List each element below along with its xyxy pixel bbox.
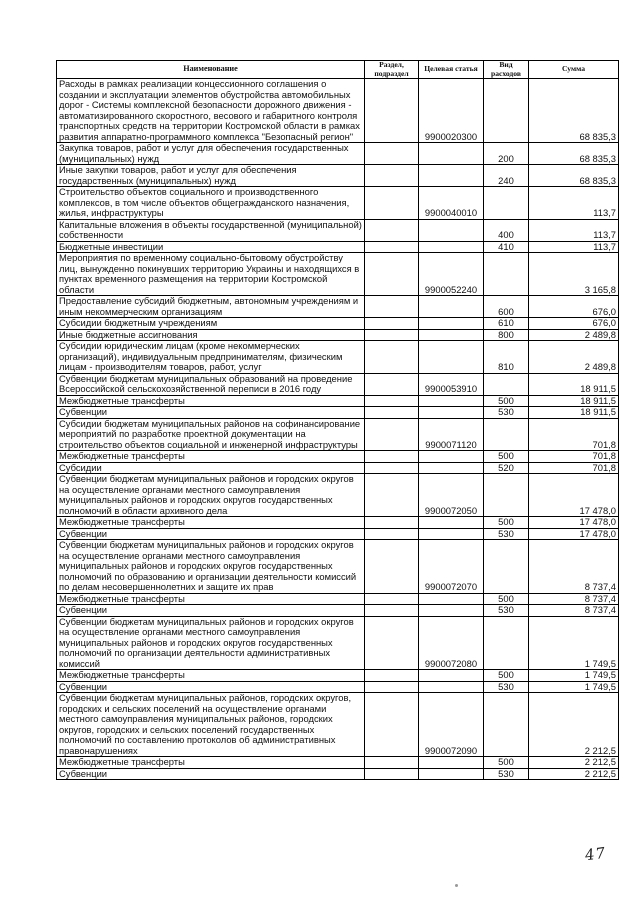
cell-section [365,395,419,407]
cell-target: 9900072050 [419,474,484,517]
cell-type [484,187,529,220]
cell-name: Субвенции [57,605,365,617]
cell-target [419,768,484,780]
cell-sum: 676,0 [529,318,619,330]
cell-type: 610 [484,318,529,330]
table-row [57,670,619,682]
cell-type: 520 [484,462,529,474]
cell-type: 800 [484,329,529,341]
cell-target [419,517,484,529]
table-row [57,407,619,419]
cell-section [365,540,419,594]
cell-sum: 1 749,5 [529,681,619,693]
cell-name: Субвенции [57,407,365,419]
cell-name: Субсидии юридическим лицам (кроме некоммерческих организаций), индивидуальным предпринимателям, физическим лицам - производителям товаров, работ, услуг [57,341,365,374]
cell-sum: 1 749,5 [529,616,619,670]
cell-name: Капитальные вложения в объекты государственной (муниципальной) собственности [57,219,365,241]
cell-target [419,670,484,682]
cell-sum: 1 749,5 [529,670,619,682]
cell-sum: 2 212,5 [529,693,619,757]
cell-section [365,219,419,241]
cell-target [419,528,484,540]
cell-name: Субсидии бюджетам муниципальных районов на софинансирование мероприятий по разработке проектной документации на строительство объектов социальной и инженерной инфраструктуры [57,418,365,451]
cell-sum: 113,7 [529,241,619,253]
page-number: 47 [583,843,608,865]
cell-target [419,407,484,419]
table-header [57,61,619,79]
table-row [57,474,619,517]
cell-target [419,757,484,769]
cell-section [365,605,419,617]
cell-type: 530 [484,681,529,693]
cell-target: 9900053910 [419,373,484,395]
cell-type: 810 [484,341,529,374]
table-row [57,341,619,374]
cell-section [365,616,419,670]
cell-target: 9900072090 [419,693,484,757]
cell-sum: 68 835,3 [529,143,619,165]
cell-sum: 701,8 [529,451,619,463]
cell-target: 9900072070 [419,540,484,594]
cell-type: 500 [484,517,529,529]
cell-section [365,474,419,517]
cell-name: Строительство объектов социального и производственного комплексов, в том числе объектов общегражданского назначения, жилья, инфраструктуры [57,187,365,220]
cell-type [484,474,529,517]
cell-section [365,341,419,374]
cell-target [419,165,484,187]
cell-name: Межбюджетные трансферты [57,395,365,407]
cell-type: 600 [484,296,529,318]
cell-sum: 113,7 [529,219,619,241]
cell-section [365,407,419,419]
cell-sum: 8 737,4 [529,540,619,594]
cell-name: Межбюджетные трансферты [57,451,365,463]
table-row [57,605,619,617]
cell-sum: 676,0 [529,296,619,318]
header-sum: Сумма [529,61,619,79]
table-row [57,187,619,220]
cell-sum: 18 911,5 [529,373,619,395]
cell-sum: 701,8 [529,462,619,474]
cell-target [419,219,484,241]
cell-sum: 17 478,0 [529,517,619,529]
cell-section [365,757,419,769]
cell-sum: 8 737,4 [529,593,619,605]
cell-section [365,373,419,395]
cell-section [365,768,419,780]
cell-name: Субсидии [57,462,365,474]
cell-name: Субвенции [57,768,365,780]
cell-name: Межбюджетные трансферты [57,670,365,682]
cell-type: 400 [484,219,529,241]
cell-section [365,418,419,451]
cell-sum: 68 835,3 [529,79,619,143]
cell-sum: 17 478,0 [529,528,619,540]
table-row [57,418,619,451]
cell-section [365,296,419,318]
cell-section [365,451,419,463]
cell-sum: 17 478,0 [529,474,619,517]
cell-section [365,528,419,540]
table-row [57,528,619,540]
cell-type [484,253,529,296]
header-type: Вид расходов [484,61,529,79]
cell-sum: 2 212,5 [529,757,619,769]
cell-sum: 18 911,5 [529,395,619,407]
table-row [57,329,619,341]
cell-name: Субвенции бюджетам муниципальных районов и городских округов на осуществление органами местного самоуправления муниципальных районов и городских округов государственных полномочий по образованию и организации деятельности комиссий по делам несовершеннолетних и защите их прав [57,540,365,594]
table-row [57,593,619,605]
cell-type [484,79,529,143]
cell-section [365,241,419,253]
cell-section [365,670,419,682]
table-row [57,681,619,693]
header-name: Наименование [57,61,365,79]
cell-name: Иные закупки товаров, работ и услуг для обеспечения государственных (муниципальных) нужд [57,165,365,187]
cell-target [419,329,484,341]
cell-target [419,395,484,407]
cell-sum: 18 911,5 [529,407,619,419]
table-row [57,616,619,670]
cell-type: 530 [484,605,529,617]
cell-type [484,616,529,670]
table-row [57,241,619,253]
cell-sum: 8 737,4 [529,605,619,617]
cell-type: 240 [484,165,529,187]
cell-target: 9900020300 [419,79,484,143]
cell-target [419,462,484,474]
table-body [57,79,619,780]
cell-target [419,296,484,318]
cell-section [365,79,419,143]
cell-sum: 701,8 [529,418,619,451]
header-section: Раздел, подраздел [365,61,419,79]
cell-target [419,318,484,330]
cell-target [419,143,484,165]
table-row [57,165,619,187]
cell-section [365,681,419,693]
cell-section [365,318,419,330]
cell-target [419,451,484,463]
cell-sum: 2 212,5 [529,768,619,780]
cell-type: 500 [484,593,529,605]
cell-sum: 113,7 [529,187,619,220]
cell-sum: 3 165,8 [529,253,619,296]
cell-name: Межбюджетные трансферты [57,517,365,529]
cell-name: Межбюджетные трансферты [57,593,365,605]
cell-section [365,693,419,757]
header-target: Целевая статья [419,61,484,79]
header-row [57,61,619,79]
cell-name: Закупка товаров, работ и услуг для обеспечения государственных (муниципальных) нужд [57,143,365,165]
table-row [57,693,619,757]
cell-name: Мероприятия по временному социально-бытовому обустройству лиц, вынужденно покинувших территорию Украины и находящихся в пунктах временного размещения на территории Костромской области [57,253,365,296]
cell-target [419,605,484,617]
cell-name: Межбюджетные трансферты [57,757,365,769]
table-row [57,253,619,296]
cell-type: 530 [484,768,529,780]
table-row [57,219,619,241]
cell-section [365,593,419,605]
cell-section [365,165,419,187]
cell-target [419,341,484,374]
table-row [57,462,619,474]
cell-sum: 68 835,3 [529,165,619,187]
table-row [57,79,619,143]
cell-type [484,418,529,451]
scan-dot [455,884,458,887]
table-row [57,451,619,463]
cell-type [484,373,529,395]
cell-type [484,540,529,594]
cell-sum: 2 489,8 [529,341,619,374]
table-row [57,517,619,529]
cell-type: 530 [484,528,529,540]
table-row [57,296,619,318]
cell-name: Субвенции [57,528,365,540]
cell-target: 9900071120 [419,418,484,451]
cell-name: Предоставление субсидий бюджетным, автономным учреждениям и иным некоммерческим организациям [57,296,365,318]
budget-table [56,60,619,780]
cell-target [419,241,484,253]
cell-section [365,143,419,165]
cell-type [484,693,529,757]
cell-target: 9900052240 [419,253,484,296]
cell-sum: 2 489,8 [529,329,619,341]
cell-name: Расходы в рамках реализации концессионного соглашения о создании и эксплуатации элементов обустройства автомобильных дорог - Системы комплексной безопасности дорожного движения - автоматизированного скоростного, весового и габаритного контроля транспортных средств на территории Костромской области в рамках развития аппаратно-программного комплекса "Безопасный регион" [57,79,365,143]
table-row [57,143,619,165]
cell-target [419,593,484,605]
table-row [57,540,619,594]
cell-section [365,329,419,341]
cell-target: 9900072080 [419,616,484,670]
table-row [57,395,619,407]
cell-name: Субвенции бюджетам муниципальных районов и городских округов на осуществление органами местного самоуправления муниципальных районов и городских округов государственных полномочий по организации деятельности административных комиссий [57,616,365,670]
cell-type: 530 [484,407,529,419]
cell-target [419,681,484,693]
cell-name: Бюджетные инвестиции [57,241,365,253]
cell-name: Субсидии бюджетным учреждениям [57,318,365,330]
cell-type: 200 [484,143,529,165]
cell-section [365,517,419,529]
cell-type: 410 [484,241,529,253]
table-row [57,318,619,330]
cell-name: Субвенции [57,681,365,693]
cell-type: 500 [484,757,529,769]
table-row [57,768,619,780]
cell-name: Субвенции бюджетам муниципальных районов, городских округов, городских и сельских поселений на осуществление органами местного самоуправления муниципальных районов, городских округов, городских и сельских поселений государственных полномочий по составлению протоколов об административных правонарушениях [57,693,365,757]
table-row [57,373,619,395]
table-row [57,757,619,769]
cell-target: 9900040010 [419,187,484,220]
cell-name: Субвенции бюджетам муниципальных районов и городских округов на осуществление органами местного самоуправления муниципальных районов и городских округов государственных полномочий в области архивного дела [57,474,365,517]
cell-type: 500 [484,670,529,682]
cell-section [365,462,419,474]
cell-type: 500 [484,395,529,407]
cell-name: Субвенции бюджетам муниципальных образований на проведение Всероссийской сельскохозяйственной переписи в 2016 году [57,373,365,395]
cell-section [365,253,419,296]
cell-type: 500 [484,451,529,463]
cell-name: Иные бюджетные ассигнования [57,329,365,341]
cell-section [365,187,419,220]
